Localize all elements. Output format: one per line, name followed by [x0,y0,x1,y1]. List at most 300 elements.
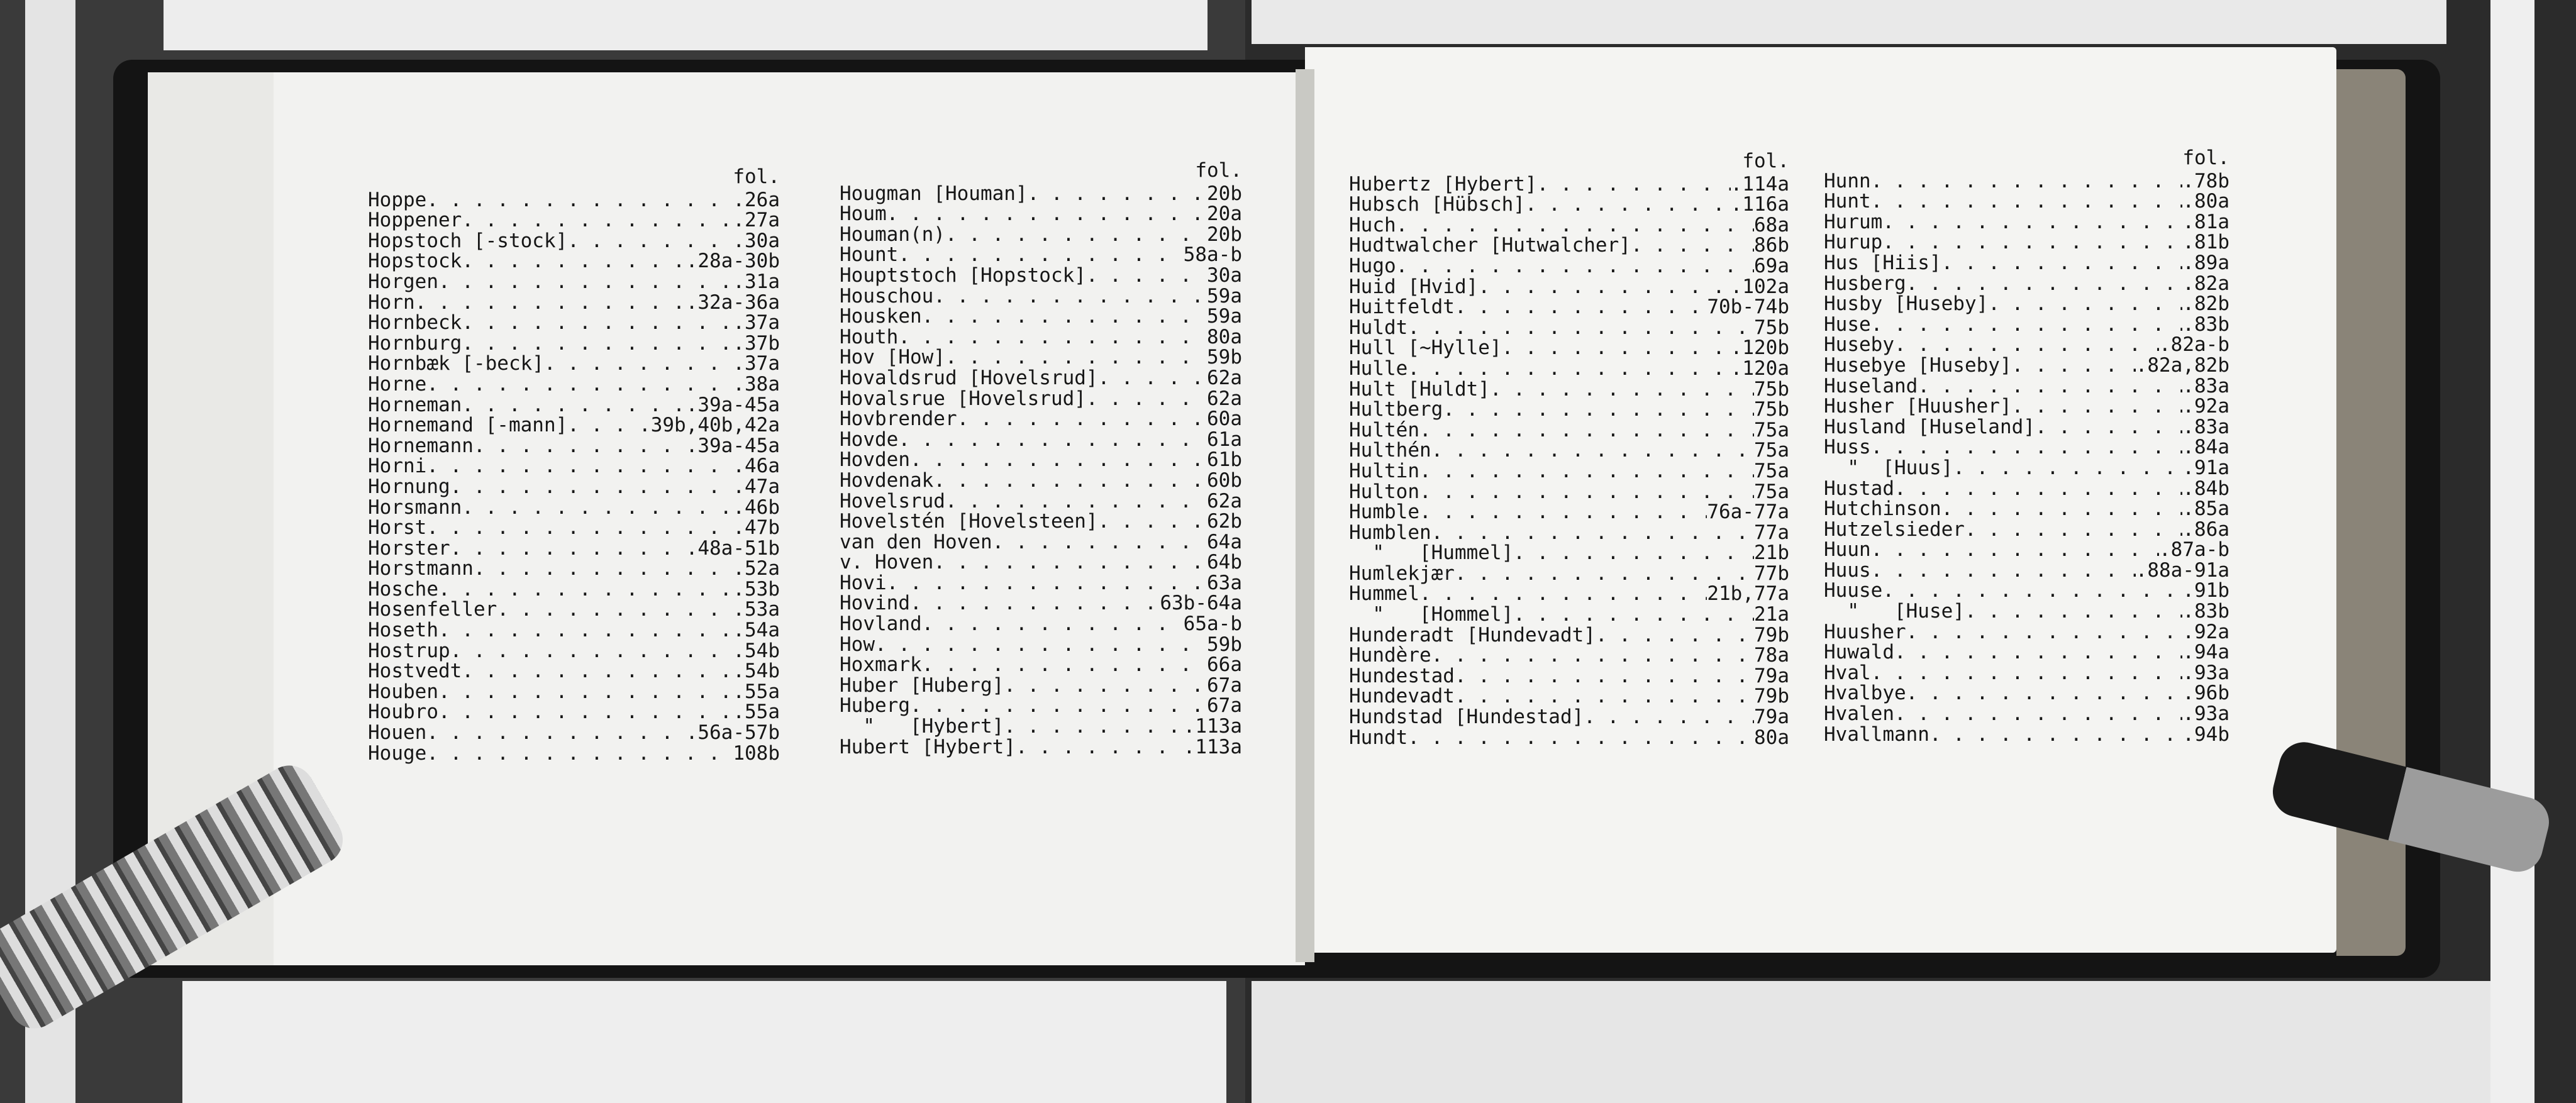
entry-name: Horster [368,536,450,560]
entry-name: Horst [368,516,427,540]
dot-leader [992,532,1207,553]
index-entry [1824,335,2229,355]
entry-folio: 80a [1207,325,1242,348]
index-entry [368,661,780,682]
index-entry [1349,584,1789,604]
index-entry [368,641,780,662]
dot-leader [1443,399,1754,420]
entry-folio: 86b [1754,234,1789,257]
entry-folio: .28a-30b [686,250,780,273]
entry-folio: 62a [1207,366,1242,389]
paper-sheet-top-left [164,0,1208,50]
entry-folio: .27a [733,209,780,232]
entry-name: Huuse [1824,579,1883,602]
dot-leader [898,327,1207,348]
entry-folio: 75a [1754,459,1789,482]
entry-name: Hornung [368,475,450,498]
entry-folio: .81a [2182,210,2229,233]
entry-name: Horstmann [368,557,474,580]
index-entry [1349,399,1789,420]
dot-leader [1906,622,2183,643]
index-entry [1824,560,2229,581]
dot-leader [922,614,1184,635]
index-entry [1824,683,2229,704]
dot-leader [415,292,686,313]
entry-name: Hultin [1349,459,1419,482]
dot-leader [462,210,733,231]
entry-folio: 77b [1754,562,1789,585]
index-entry [840,389,1242,409]
index-entry [840,635,1242,655]
index-entry [840,450,1242,470]
index-entry [1824,376,2229,397]
entry-folio: .55a [733,701,780,724]
index-entry [368,251,780,272]
entry-folio: 21a [1754,603,1789,626]
dot-leader [462,251,686,272]
entry-name: " [Hommel] [1349,603,1514,626]
dot-leader [1894,704,2182,724]
index-entry [840,306,1242,327]
entry-folio: .113a [1183,735,1242,758]
dot-leader [426,723,686,743]
dot-leader [910,450,1207,470]
index-entry [840,491,1242,512]
index-entry [840,245,1242,265]
entry-name: Hubsch [Hübsch] [1349,193,1525,216]
index-entry [840,265,1242,286]
entry-folio: .47b [733,516,780,540]
dot-leader [450,641,733,662]
entry-name: Horni [368,455,427,478]
fol-header: fol. [1742,150,1789,172]
entry-folio: .82b [2182,292,2229,316]
index-entry [368,333,780,354]
index-entry [368,456,780,477]
entry-folio: .30a [733,229,780,252]
entry-name: van den Hoven [840,530,992,553]
entry-name: " [Hummel] [1349,541,1514,565]
dot-leader [1431,440,1754,461]
entry-folio: .87a-b [2159,538,2229,562]
index-entry [1349,358,1789,379]
entry-name: Hult [Huldt] [1349,377,1490,401]
index-column-4 [1824,148,2229,745]
index-entry [840,224,1242,245]
dot-leader [1525,194,1731,215]
entry-folio: 67a [1207,673,1242,697]
dot-leader [1419,482,1754,502]
entry-name: Husby [Huseby] [1824,292,1989,316]
index-entry [368,436,780,457]
index-column-2 [840,160,1242,757]
entry-folio: .37a [733,352,780,375]
entry-folio: 61a [1207,428,1242,451]
entry-folio: .84a [2182,436,2229,459]
index-column-1 [368,167,780,763]
entry-name: Hosche [368,577,438,601]
entry-name: Hulthén [1349,439,1431,462]
entry-folio: .91a [2182,456,2229,479]
entry-name: Hull [~Hylle] [1349,336,1502,360]
entry-folio: 61b [1207,448,1242,472]
entry-folio: .82a-b [2159,333,2229,357]
index-entry [368,292,780,313]
index-entry [1349,461,1789,482]
entry-folio: .46b [733,496,780,519]
index-entry [1824,519,2229,540]
paper-sheet-bottom-left [182,981,1226,1103]
entry-folio: 75b [1754,316,1789,339]
index-entry [1349,645,1789,666]
index-entry [368,272,780,292]
dot-leader [1953,458,2182,479]
dot-leader [1419,502,1707,523]
dot-leader [1004,716,1183,737]
index-entry [840,737,1242,758]
entry-name: Humlekjær [1349,562,1455,585]
entry-folio: 75a [1754,418,1789,441]
dot-leader [1882,232,2182,253]
index-entry [1349,728,1789,748]
entry-name: Husher [Huusher] [1824,395,2012,418]
index-entry [1349,543,1789,563]
entry-folio: 64b [1207,551,1242,574]
index-entry [1349,235,1789,256]
entry-name: Horneman [368,393,462,416]
entry-name: Hopstock [368,250,462,273]
entry-name: Hosenfeller [368,598,497,621]
entry-folio: .32a-36a [686,291,780,314]
entry-name: Houen [368,721,427,745]
dot-leader [922,306,1207,327]
entry-name: Huberg [840,694,910,718]
entry-name: Huss [1824,436,1871,459]
entry-name: Hovind [840,592,910,615]
dot-leader [497,599,733,620]
entry-name: Hultberg [1349,398,1443,421]
entry-folio: 62a [1207,387,1242,410]
entry-name: Horn [368,291,415,314]
dot-leader [450,477,733,497]
index-entry [368,477,780,497]
index-entry [1824,437,2229,458]
dot-leader [462,333,733,354]
index-entry [1349,174,1789,195]
entry-folio: 58a-b [1183,243,1242,267]
dot-leader [1513,604,1754,625]
entry-name: Hovbrender [840,407,957,431]
dot-leader [1871,540,2159,560]
index-entry [368,374,780,395]
index-entry [1824,601,2229,622]
index-entry [840,593,1242,614]
entry-name: Hvalbye [1824,682,1906,705]
dot-leader [438,272,733,292]
entry-name: Hovdenak [840,468,934,492]
dot-leader [474,558,733,579]
entry-name: Huldt [1349,316,1408,339]
dot-leader [1028,184,1207,204]
entry-folio: .38a [733,372,780,396]
index-entry [1824,540,2229,560]
entry-name: Hostvedt [368,660,462,683]
dot-leader [887,204,1207,224]
entry-name: Hundestad [1349,664,1455,687]
dot-leader [945,347,1207,368]
index-entry [840,532,1242,553]
index-entry [1824,274,2229,294]
entry-name: Hustad [1824,477,1894,500]
dot-leader [1407,318,1754,338]
entry-name: Hovelsrud [840,489,945,513]
index-entry [840,511,1242,532]
dot-leader [1882,212,2182,233]
entry-folio: .113a [1183,715,1242,738]
entry-name: Huitfeldt [1349,296,1455,319]
index-entry [840,573,1242,594]
index-entry [368,558,780,579]
entry-name: Husberg [1824,272,1906,295]
index-entry [368,599,780,620]
fol-header: fol. [733,165,780,188]
entry-name: Hvallmann [1824,723,1929,746]
entry-folio: .81b [2182,231,2229,254]
index-entry [368,497,780,518]
index-entry [1824,580,2229,601]
entry-folio: .92a [2182,395,2229,418]
entry-folio: .94a [2182,641,2229,664]
index-entry [1824,253,2229,274]
entry-folio: .94b [2182,723,2229,746]
entry-folio: .86a [2182,518,2229,541]
dot-leader [2012,355,2136,376]
entry-name: Hostrup [368,639,450,662]
index-entry [368,518,780,538]
entry-folio: 63a [1207,571,1242,594]
entry-name: Hougman [Houman] [840,182,1028,205]
dot-leader [2012,396,2183,417]
index-entry [840,409,1242,430]
entry-folio: .83b [2182,313,2229,336]
index-entry [840,368,1242,389]
entry-name: Houm [840,202,887,226]
entry-folio: 66a [1207,653,1242,677]
entry-name: Hval [1824,661,1871,684]
entry-name: Hurum [1824,210,1883,233]
entry-name: Huch [1349,213,1396,236]
entry-name: Hubert [Hybert] [840,735,1016,758]
entry-folio: 75b [1754,377,1789,401]
dot-leader [1941,499,2183,519]
index-entry [840,696,1242,716]
dot-leader [1596,625,1754,646]
entry-folio: 62b [1207,510,1242,533]
entry-folio: .56a-57b [686,721,780,745]
entry-folio: .54b [733,660,780,683]
entry-name: Houben [368,680,438,703]
entry-name: Hovde [840,428,899,451]
index-entry [368,538,780,559]
entry-folio: .37a [733,311,780,335]
entry-name: Horgen [368,270,438,293]
entry-folio: .83b [2182,600,2229,623]
entry-folio: .46a [733,455,780,478]
entry-folio: 65a-b [1183,612,1242,636]
entry-folio: 20a [1207,202,1242,226]
entry-folio: .92a [2182,620,2229,643]
entry-folio: 21b,77a [1707,582,1789,606]
entry-name: Hubertz [Hybert] [1349,172,1537,196]
index-entry [368,210,780,231]
dot-leader [1086,265,1207,286]
index-entry [1349,297,1789,318]
index-entry [840,430,1242,450]
index-entry [368,190,780,211]
index-entry [840,655,1242,675]
dot-leader [1631,235,1754,256]
entry-name: Hornbæk [-beck] [368,352,544,375]
entry-folio: 75a [1754,480,1789,503]
index-entry [1349,563,1789,584]
entry-folio: .102a [1730,275,1789,298]
entry-name: v. Hoven [840,551,934,574]
entry-folio: .83a [2182,415,2229,438]
dot-leader [875,635,1207,655]
entry-folio: 80a [1754,726,1789,749]
index-entry [1824,724,2229,745]
entry-name: Husland [Huseland] [1824,415,2035,438]
entry-name: Huseby [1824,333,1894,357]
index-entry [840,347,1242,368]
dot-leader [933,286,1207,307]
entry-folio: 77a [1754,521,1789,544]
entry-name: Hunderadt [Hundevadt] [1349,623,1596,646]
entry-name: Hoppener [368,209,462,232]
entry-folio: 59b [1207,346,1242,369]
entry-folio: .89a [2182,251,2229,274]
entry-folio: .116a [1730,193,1789,216]
dot-leader [1455,563,1754,584]
entry-folio: 68a [1754,213,1789,236]
entry-name: Hus [Hiis] [1824,251,1941,274]
entry-name: Hundevadt [1349,685,1455,708]
dot-leader [910,696,1207,716]
index-entry [1824,355,2229,376]
entry-folio: .84b [2182,477,2229,500]
entry-name: Hovden [840,448,910,472]
index-entry [1824,417,2229,438]
entry-name: Houptstoch [Hopstock] [840,263,1086,287]
entry-name: Hount [840,243,899,267]
dot-leader [426,190,733,211]
dot-leader [1988,294,2182,314]
dot-leader [438,620,733,641]
entry-folio: 59a [1207,284,1242,308]
dot-leader [922,655,1207,675]
entry-name: Horne [368,372,427,396]
index-entry [840,552,1242,573]
dot-leader [1419,584,1707,604]
entry-name: Hundère [1349,644,1431,667]
index-entry [1824,479,2229,499]
dot-leader [1871,437,2183,458]
index-entry [1824,294,2229,314]
index-entry [840,716,1242,737]
entry-folio: .91b [2182,579,2229,602]
index-entry [1349,686,1789,707]
index-entry [368,620,780,641]
entry-name: Hornbeck [368,311,462,335]
index-entry [368,395,780,416]
index-entry [1824,314,2229,335]
entry-folio: 79b [1754,623,1789,646]
entry-name: Huun [1824,538,1871,562]
fol-header: fol. [1195,159,1242,182]
dot-leader [1098,368,1207,389]
index-entry [1824,396,2229,417]
entry-name: Hulton [1349,480,1419,503]
dot-leader [1431,523,1754,543]
index-entry [1349,666,1789,687]
entry-folio: 60a [1207,407,1242,431]
entry-folio: 79a [1754,706,1789,729]
dot-leader [1396,256,1754,277]
index-entry [1349,625,1789,646]
entry-folio: 20b [1207,182,1242,205]
dot-leader [438,579,733,600]
entry-folio: .47a [733,475,780,498]
dot-leader [462,661,733,682]
entry-folio: 75b [1754,398,1789,421]
entry-folio: 76a-77a [1707,501,1789,524]
entry-name: Hovi [840,571,887,594]
dot-leader [1455,297,1707,318]
index-entry [1349,256,1789,277]
index-entry [1349,338,1789,358]
entry-folio: .82a,82b [2135,353,2229,377]
paper-sheet-top-right [1252,0,2446,44]
entry-name: Humble [1349,501,1419,524]
dot-leader [1407,358,1730,379]
entry-folio: 64a [1207,530,1242,553]
dot-leader [910,593,1160,614]
index-entry [1349,440,1789,461]
entry-folio: .39a-45a [686,393,780,416]
entry-folio: .53b [733,577,780,601]
fol-header: fol. [2182,147,2229,169]
dot-leader [426,374,733,395]
entry-folio: 70b-74b [1707,296,1789,319]
dot-leader [1965,519,2182,540]
dot-leader [1419,420,1754,441]
index-entry [1824,232,2229,253]
entry-name: " [Huus] [1824,456,1953,479]
entry-name: How [840,633,875,656]
entry-name: Huse [1824,313,1871,336]
entry-name: " [Huse] [1824,600,1965,623]
dot-leader [1502,338,1731,358]
entry-folio: .93a [2182,661,2229,684]
entry-folio: 108b [733,741,780,765]
dot-leader [1478,277,1730,297]
entry-folio: .31a [733,270,780,293]
dot-leader [450,538,686,559]
entry-folio: .53a [733,598,780,621]
index-entry [368,682,780,702]
dot-leader [1004,675,1207,696]
entry-name: Hov [How] [840,346,945,369]
